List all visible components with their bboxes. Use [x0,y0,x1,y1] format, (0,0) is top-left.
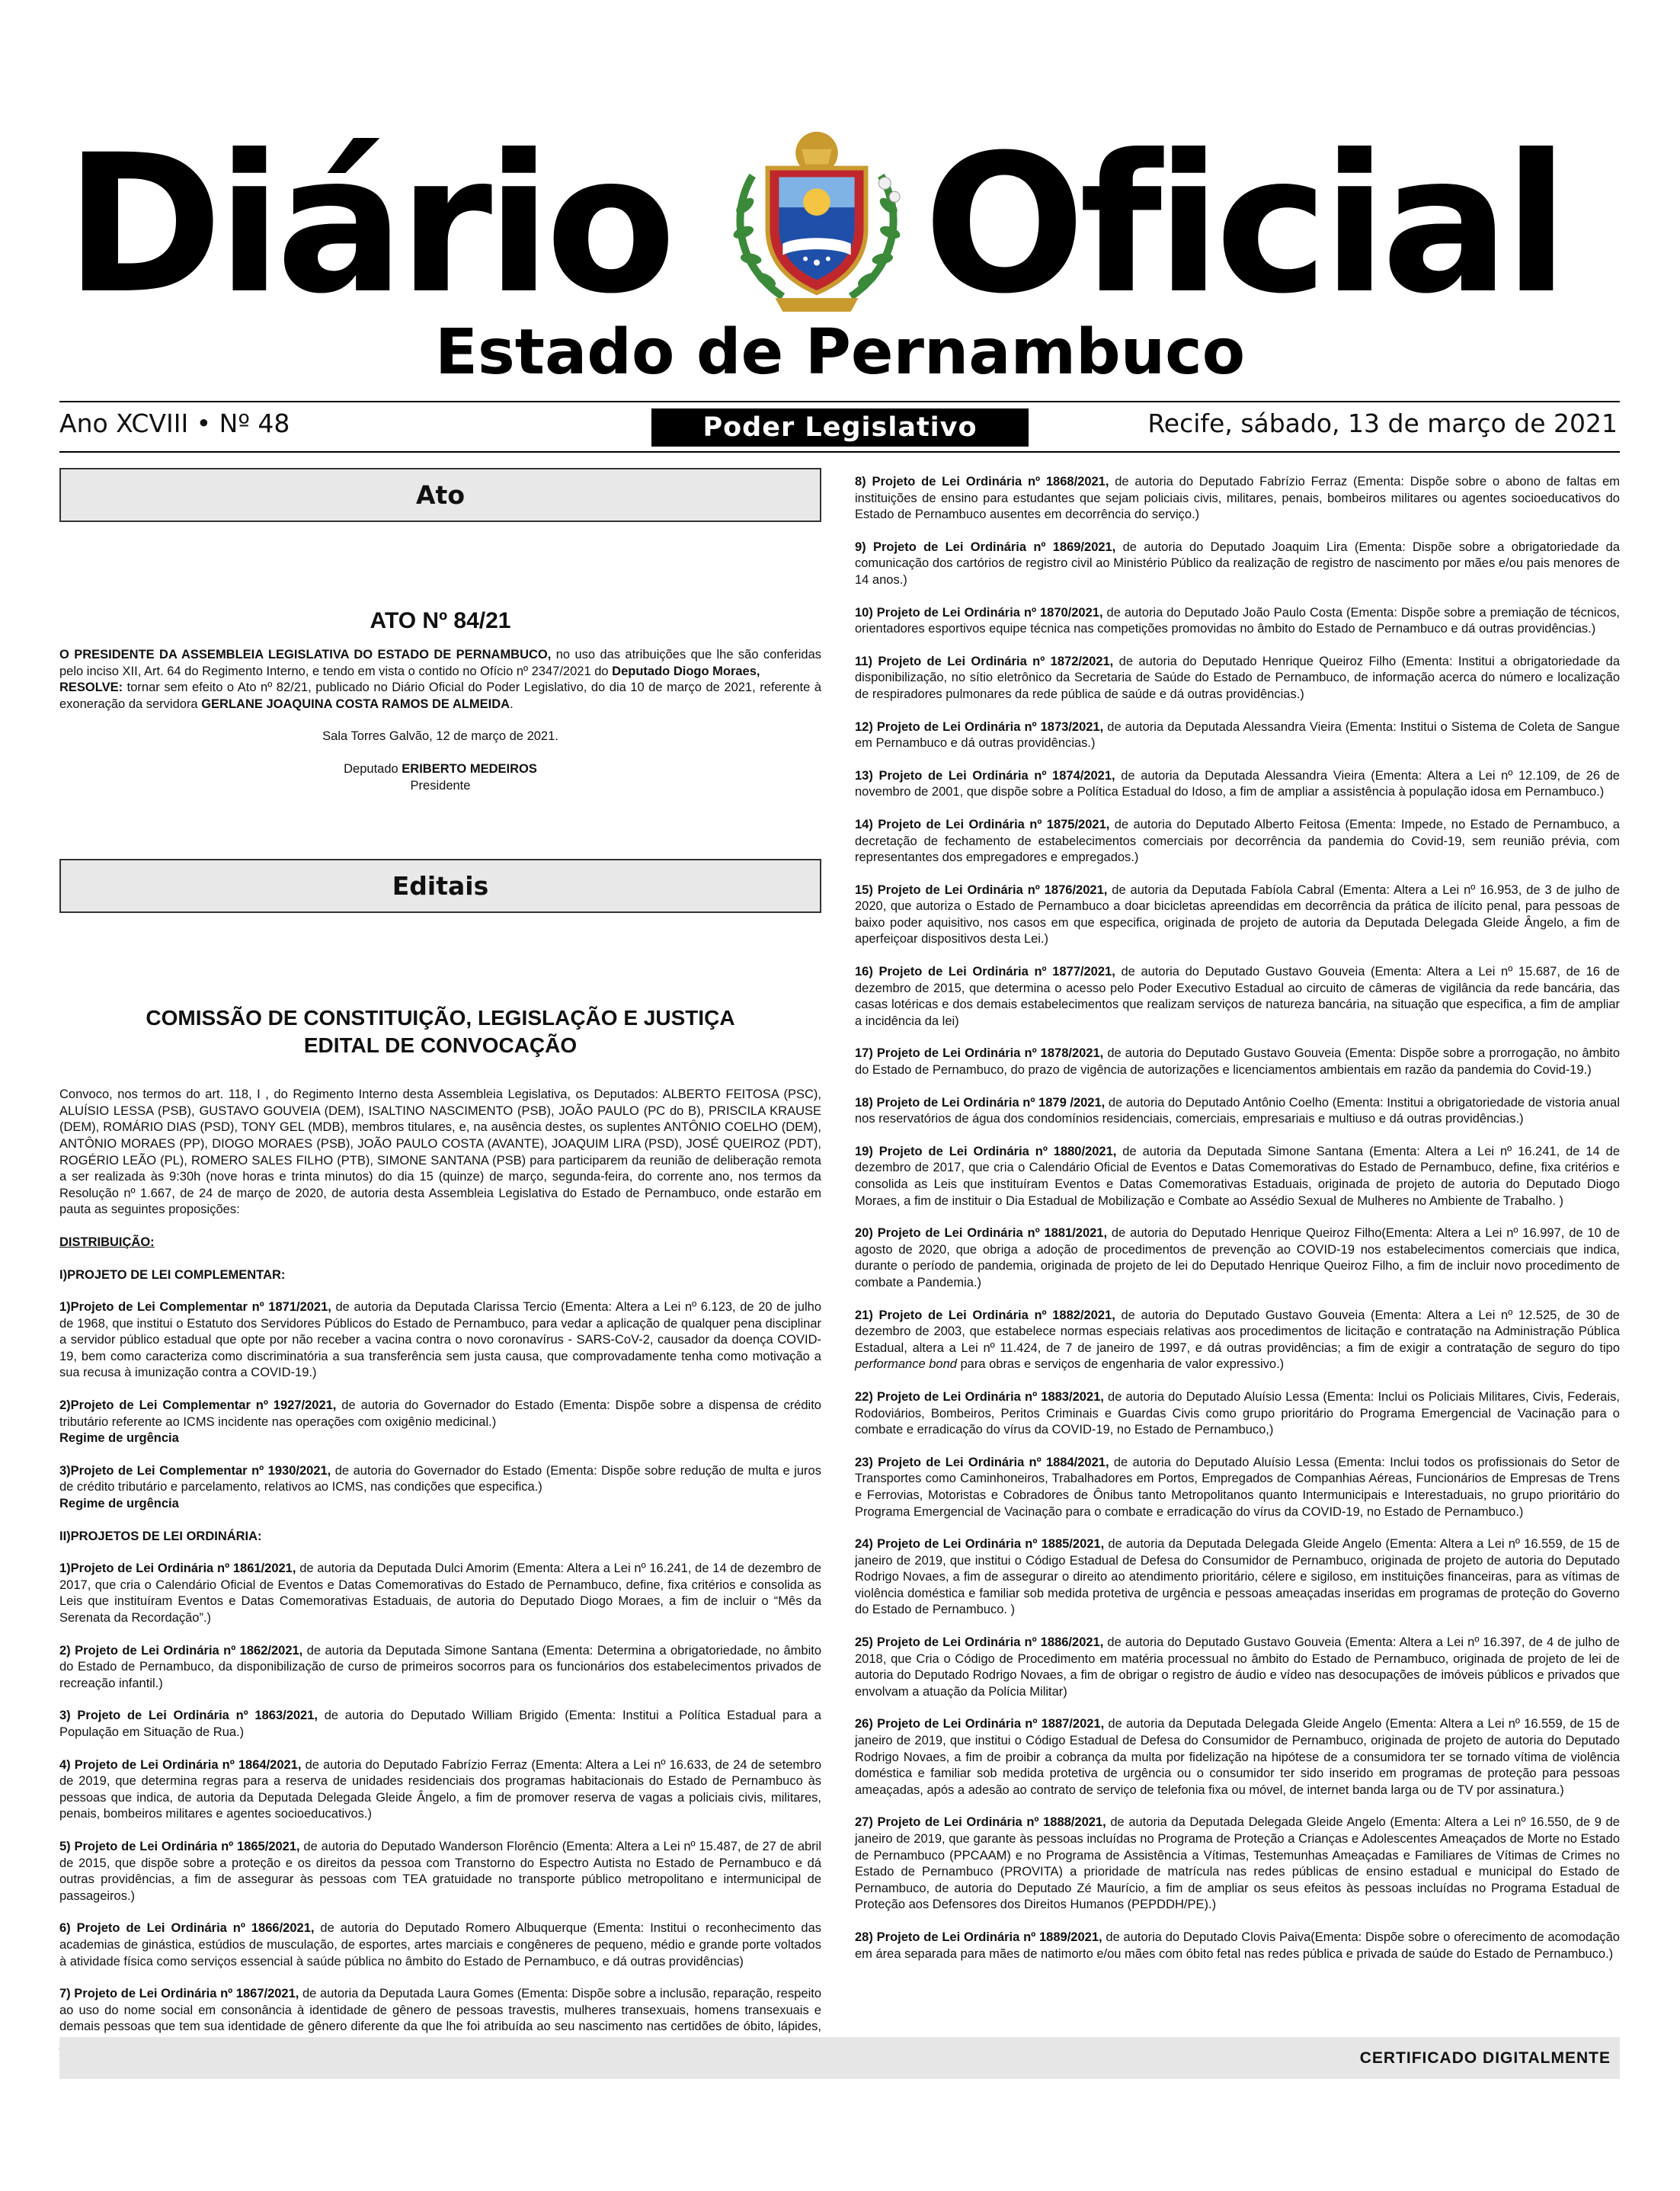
masthead-title-right: Oficial [923,114,1563,335]
list-item: 14) Projeto de Lei Ordinária nº 1875/2021, de autoria do Deputado Alberto Feitosa (Ementa: Impede, no Estado de Pernambuco, a decretação de fechamento de estabelecimentos comerciais por decorrência da pandemia do Covid-19, sem reunião prévia, com representantes dos empregadores e empregados.) [855,817,1620,865]
ato-signature: Deputado ERIBERTO MEDEIROS Presidente [344,761,537,793]
editais-section-box: Editais [59,859,821,913]
list-item: 13) Projeto de Lei Ordinária nº 1874/2021, de autoria da Deputada Alessandra Vieira (Ementa: Altera a Lei nº 12.109, de 26 de novembro de 2001, que dispõe sobre a Política Estadual do Idoso, a fim de ampliar a assistência à população idosa em Pernambuco.) [855,768,1620,799]
list-item: 22) Projeto de Lei Ordinária nº 1883/2021, de autoria do Deputado Aluísio Lessa (Ementa: Inclui os Policiais Militares, Civis, Federais, Rodoviários, Bombeiros, Peritos Criminais e Guardas Civis como grupo prioritário do Programa Emergencial de Vacinação para o combate e erradicação do vírus da COVID-19, no Estado de Pernambuco,) [855,1389,1620,1437]
list-item: 16) Projeto de Lei Ordinária nº 1877/2021, de autoria do Deputado Gustavo Gouveia (Ementa: Altera a Lei nº 15.687, de 16 de dezembro de 2015, que determina o acesso pelo Poder Executivo Estadual ao circuito de câmeras de vigilância da rede bancária, das casas lotéricas e dos demais estabelecimentos que realizam serviços de natureza bancária, na situação que especifica, a fim de ampliar a incidência da lei) [855,965,1620,1028]
list-item: 1)Projeto de Lei Complementar nº 1871/2021, de autoria da Deputada Clarissa Tercio (Ementa: Altera a Lei nº 6.123, de 20 de julho de 1968, que institui o Estatuto dos Servidores Públicos do Estado de Pernambuco, para vedar a aplicação de qualquer pena disciplinar a servidor público estadual que opte por não receber a vacina contra o novo coronavírus - SARS-CoV-2, causador da doença COVID-19, bem como caracteriza como discriminatória a sua transferência sem justa causa, que comprovadamente tenha como motivação a sua recusa à imunização contra a COVID-19.) [59,1300,821,1380]
list-item: 19) Projeto de Lei Ordinária nº 1880/2021, de autoria da Deputada Simone Santana (Ementa: Altera a Lei nº 16.241, de 14 de dezembro de 2017, que cria o Calendário Oficial de Eventos e Datas Comemorativas do Estado de Pernambuco, define, fixa critérios e consolida as Leis que instituíram Eventos e Datas Comemorativas Estaduais, originada de projeto de autoria do Deputado Diogo Moraes, a fim de instituir o Dia Estadual de Mobilização e Combate ao Assédio Sexual de Mulheres no Ambiente de Trabalho. ) [855,1144,1620,1208]
masthead-title-left: Diário [65,114,670,335]
edital-intro: Convoco, nos termos do art. 118, I , do Regimento Interno desta Assembleia Legislativa, os Deputados: ALBERTO FEITOSA (PSC), ALUÍSIO LESSA (PSB), GUSTAVO GOUVEIA (DEM), ISALTINO NASCIMENTO (PSB), JOÃO PAULO (PC do B), PRISCILA KRAUSE (DEM), ROMÁRIO DIAS (PSD), TONY GEL (MDB), membros titulares, e, na ausência destes, os suplentes ANTÔNIO COELHO (DEM), ANTÔNIO MORAES (PP), DIOGO MORAES (PSB), JOÃO PAULO COSTA (AVANTE), JOAQUIM LIRA (PSD), JOSÉ QUEIROZ (PDT), ROGÉRIO LEÃO (PL), ROMERO SALES FILHO (PTB), SIMONE SANTANA (PSB) para participarem da reunião de deliberação remota a ser realizada às 9:30h (nove horas e trinta minutos) do dia 15 (quinze) de março, segunda-feira, do corrente ano, nos termos da Resolução nº 1.667, de 24 de março de 2020, de autoria desta Assembleia Legislativa do Estado de Pernambuco, onde estarão em pauta as seguintes proposições: [59,1087,821,1217]
list-item: 17) Projeto de Lei Ordinária nº 1878/2021, de autoria do Deputado Gustavo Gouveia (Ementa: Dispõe sobre a prorrogação, no âmbito do Estado de Pernambuco, do prazo de vigência de autorizações e licenciamentos ambientais em razão da pandemia do Covid-19.) [855,1046,1620,1078]
list-item: 20) Projeto de Lei Ordinária nº 1881/2021, de autoria do Deputado Henrique Queiroz Filho(Ementa: Altera a Lei nº 16.997, de 10 de agosto de 2020, que obriga a adoção de procedimentos de prevenção ao COVID-19 nos estabelecimentos comerciais que indica, durante o período de pandemia, originada de projeto de lei do Deputado Henrique Queiroz Filho, a fim de incluir novo procedimento de combate a Pandemia.) [855,1226,1620,1289]
list-item: 5) Projeto de Lei Ordinária nº 1865/2021, de autoria do Deputado Wanderson Florêncio (Ementa: Altera a Lei nº 15.487, de 27 de abril de 2015, que dispõe sobre a proteção e os direitos da pessoa com Transtorno do Espectro Autista no Estado de Pernambuco e dá outras providências, a fim de assegurar às pessoas com TEA gratuidade no transporte público metropolitano e intermunicipal de passageiros.) [59,1839,821,1903]
masthead-subtitle: Estado de Pernambuco [434,316,1246,389]
list-item: 2) Projeto de Lei Ordinária nº 1862/2021, de autoria da Deputada Simone Santana (Ementa: Determina a obrigatoriedade, no âmbito do Estado de Pernambuco, da disponibilização de curso de primeiros socorros para os funcionários dos estabelecimentos privados de recreação infantil.) [59,1643,821,1690]
list-item: 24) Projeto de Lei Ordinária nº 1885/2021, de autoria da Deputada Delegada Gleide Angelo (Ementa: Altera a Lei nº 16.559, de 15 de janeiro de 2019, que institui o Código Estadual de Defesa do Consumidor de Pernambuco, originada de projeto de autoria do Deputado Rodrigo Novaes, a fim de assegurar o direito ao atendimento prioritário, célere e sigiloso, em instituições financeiras, para as vítimas de violência doméstica e familiar sob medida protetiva de urgência e pessoas ameaçadas inseridas em programas de proteção do Governo do Estado de Pernambuco. ) [855,1537,1620,1617]
ato-section-box: Ato [59,468,821,522]
edital-title: COMISSÃO DE CONSTITUIÇÃO, LEGISLAÇÃO E JUSTIÇA EDITAL DE CONVOCAÇÃO [146,1006,735,1058]
list-item: 15) Projeto de Lei Ordinária nº 1876/2021, de autoria da Deputada Fabíola Cabral (Ementa: Altera a Lei nº 16.953, de 3 de julho de 2020, que autoriza o Estado de Pernambuco a doar bicicletas apreendidas em decorrência da prática de ilícito penal, para pessoas de baixo poder aquisitivo, nos casos em que especifica, originada de projeto de autoria da Deputada Delegada Gleide Ângelo, a fim de aperfeiçoar dispositivos desta Lei.) [855,882,1620,947]
list-item: 11) Projeto de Lei Ordinária nº 1872/2021, de autoria do Deputado Henrique Queiroz Filho (Ementa: Institui a obrigatoriedade da disponibilização, no sítio eletrônico da Secretaria de Saúde do Estado de Pernambuco, de informação acerca do número e localização de respiradores pulmonares da rede pública de saúde e dá outras providências.) [855,654,1620,701]
list-item: 7) Projeto de Lei Ordinária nº 1867/2021, de autoria da Deputada Laura Gomes (Ementa: Dispõe sobre a inclusão, reparação, respeito ao uso do nome social em consonância à identidade de gênero de pessoas travestis, mulheres transexuais, homens transexuais e demais pessoas que tem sua identidade de gênero diferente da que lhe foi atribuída ao seu nascimento nas certidões de óbito, lápides, [59,1987,821,2034]
lei-complementar-heading: I)PROJETO DE LEI COMPLEMENTAR: [59,1267,286,1282]
list-item: 2)Projeto de Lei Complementar nº 1927/2021, de autoria do Governador do Estado (Ementa: Dispõe sobre a dispensa de crédito tributário referente ao ICMS incidente nas operações com oxigênio medicinal.) Regime de urgência [59,1398,821,1446]
place-date: Recife, sábado, 13 de março de 2021 [1147,408,1618,438]
masthead [0,114,1680,335]
list-item: 10) Projeto de Lei Ordinária nº 1870/2021, de autoria do Deputado João Paulo Costa (Ementa: Dispõe sobre a premiação de técnicos, orientadores esportivos equipe técnica nas competições promovidas no âmbito do Estado de Pernambuco e dá outras providências.) [855,605,1620,636]
ato-body: O PRESIDENTE DA ASSEMBLEIA LEGISLATIVA DO ESTADO DE PERNAMBUCO, no uso das atribuições que lhe são conferidas pelo inciso XII, Art. 64 do Regimento Interno, e tendo em vista o contido no Ofício nº 2347/2021 do Deputado Diogo Moraes, RESOLVE: tornar sem efeito o Ato nº 82/21, publicado no Diário Oficial do Poder Legislativo, do dia 10 de março de 2021, referente à exoneração da servidora GERLANE JOAQUINA COSTA RAMOS DE ALMEIDA. [59,648,821,711]
right-column [855,474,1620,1978]
list-item: 4) Projeto de Lei Ordinária nº 1864/2021, de autoria do Deputado Fabrízio Ferraz (Ementa: Altera a Lei nº 16.633, de 24 de setembro de 2019, que determina regras para a reserva de unidades residenciais dos programas habitacionais do Estado de Pernambuco às pessoas que indica, de autoria da Deputada Delegada Gleide Ângelo, a fim de promover reserva de vagas a policiais civis, militares, penais, bombeiros militares e agentes socioeducativos.) [59,1757,821,1821]
section-label: Poder Legislativo [651,408,1029,447]
ato-place-date: Sala Torres Galvão, 12 de março de 2021. [322,729,558,744]
issue-number: Ano XCVIII • Nº 48 [59,408,290,438]
certified-label: CERTIFICADO DIGITALMENTE [1359,2049,1611,2067]
footer-bar [59,2037,1620,2079]
list-item: 28) Projeto de Lei Ordinária nº 1889/2021, de autoria do Deputado Clovis Paiva(Ementa: Dispõe sobre o oferecimento de acomodação em área separada para mães de natimorto e/ou mães com óbito fetal nas redes pública e privada de saúde do Estado de Pernambuco.) [855,1930,1620,1961]
list-item: 8) Projeto de Lei Ordinária nº 1868/2021, de autoria do Deputado Fabrízio Ferraz (Ementa: Dispõe sobre o abono de faltas em instituições de ensino para estudantes que sejam policiais civis, militares, penais, bombeiros militares ou agentes socioeducativos do Estado de Pernambuco ausentes em decorrência do serviço.) [855,475,1620,522]
header-rule-bottom [59,451,1620,453]
list-item: 25) Projeto de Lei Ordinária nº 1886/2021, de autoria do Deputado Gustavo Gouveia (Ementa: Altera a Lei nº 16.397, de 4 de julho de 2018, que Cria o Código de Procedimento em matéria processual no âmbito do Estado de Pernambuco, originada de projeto de lei de autoria do Deputado Rodrigo Novaes, a fim de obrigar o registro de áudio e vídeo nas desocupações de imóveis públicos e privados que envolvam a atuação da Polícia Militar) [855,1635,1620,1699]
list-item: 12) Projeto de Lei Ordinária nº 1873/2021, de autoria da Deputada Alessandra Vieira (Ementa: Institui o Sistema de Coleta de Sangue em Pernambuco e dá outras providências.) [855,719,1620,751]
list-item: 6) Projeto de Lei Ordinária nº 1866/2021, de autoria do Deputado Romero Albuquerque (Ementa: Institui o reconhecimento das academias de ginástica, estúdios de musculação, de esportes, artes marciais e congêneres de pequeno, médio e grande porte voltados à atividade física como serviços essencial à saúde pública no âmbito do Estado de Pernambuco, e dá outras providências) [59,1921,822,1968]
list-item: 27) Projeto de Lei Ordinária nº 1888/2021, de autoria da Deputada Delegada Gleide Angelo (Ementa: Altera a Lei nº 16.550, de 9 de janeiro de 2019, que garante às pessoas incluídas no Programa de Proteção a Crianças e Adolescentes Ameaçados de Morte no Estado de Pernambuco (PPCAAM) e no Programa de Assistência a Vítimas, Testemunhas Ameaçadas e Familiares de Vítimas de Crimes no Estado de Pernambuco (PROVITA) a prioridade de matrícula nas redes públicas de ensino estadual e municipal do Estado de Pernambuco, de autoria do Deputado Zé Maurício, a fim de ampliar os seus efeitos às pessoas incluídas no Programa Estadual de Proteção aos Defensores dos Direitos Humanos (PEPDDH/PE).) [855,1815,1620,1912]
list-item: 26) Projeto de Lei Ordinária nº 1887/2021, de autoria da Deputada Delegada Gleide Angelo (Ementa: Altera a Lei nº 16.559, de 15 de janeiro de 2019, que institui o Código Estadual de Defesa do Consumidor de Pernambuco, originada de projeto de autoria do Deputado Rodrigo Novaes, a fim de proibir a cobrança da multa por fidelização na hipótese de a consumidora ter se tornado vítima de violência doméstica e familiar sob medida protetiva de urgência ou o consumidor ter sido inserido em programas de proteção para pessoas ameaçadas, após a adesão ao contrato de serviço de telefonia fixa ou móvel, de internet banda larga ou de TV por assinatura.) [855,1717,1620,1797]
list-item: 23) Projeto de Lei Ordinária nº 1884/2021, de autoria do Deputado Aluísio Lessa (Ementa: Inclui todos os profissionais do Setor de Transportes como Caminhoneiros, Trabalhadores em Portos, Empregados de Companhias Aéreas, Funcionários de Empresas de Trens e Ferrovias, Motoristas e Cobradores de Ônibus tanto Metropolitanos quanto Intermunicipais e Interestaduais, no grupo prioritário do Programa Emergencial de Vacinação para o combate e erradicação do vírus da COVID-19, no Estado de Pernambuco.) [855,1455,1620,1519]
list-item: 3)Projeto de Lei Complementar nº 1930/2021, de autoria do Governador do Estado (Ementa: Dispõe sobre redução de multa e juros de crédito tributário e parcelamento, relativos ao ICMS, nas condições que especifica.) Regime de urgência [59,1463,821,1511]
list-item: 9) Projeto de Lei Ordinária nº 1869/2021, de autoria do Deputado Joaquim Lira (Ementa: Dispõe sobre a obrigatoriedade da comunicação dos cartórios de registro civil ao Ministério Público da realização de registro de nascimento por mães e/ou pais menores de 14 anos.) [855,540,1620,587]
header-rule-top [59,401,1620,402]
pernambuco-coat-of-arms-icon [722,122,911,317]
list-item: 18) Projeto de Lei Ordinária nº 1879 /2021, de autoria do Deputado Antônio Coelho (Ementa: Institui a obrigatoriedade de vistoria anual nos reservatórios de água dos condomínios residenciais, comerciais, empresariais e multiuso e dá outras providências.) [855,1095,1620,1126]
list-item: 21) Projeto de Lei Ordinária nº 1882/2021, de autoria do Deputado Gustavo Gouveia (Ementa: Altera a Lei nº 12.525, de 30 de dezembro de 2003, que estabelece normas especiais relativas aos procedimentos de licitação e contratação na Administração Pública Estadual, altera a Lei nº 11.424, de 7 de janeiro de 1997, e dá outras providências; a fim de exigir a contratação de seguro do tipo performance bond para obras e serviços de engenharia de valor expressivo.) [855,1308,1620,1372]
distribuicao-heading: DISTRIBUIÇÃO: [59,1235,155,1249]
lei-ordinaria-heading: II)PROJETOS DE LEI ORDINÁRIA: [59,1529,262,1543]
ato-title: ATO Nº 84/21 [370,608,511,633]
list-item: 1)Projeto de Lei Ordinária nº 1861/2021, de autoria da Deputada Dulci Amorim (Ementa: Altera a Lei nº 16.241, de 14 de dezembro de 2017, que cria o Calendário Oficial de Eventos e Datas Comemorativas do Estado de Pernambuco, define, fixa critérios e consolida as Leis que instituíram Eventos e Datas Comemorativas Estaduais, de autoria do Deputado Diogo Moraes, a fim de incluir o “Mês da Serenata da Recordação”.) [59,1562,821,1625]
list-item: 3) Projeto de Lei Ordinária nº 1863/2021, de autoria do Deputado William Brigido (Ementa: Institui a Política Estadual para a População em Situação de Rua.) [59,1709,821,1739]
left-column [59,468,821,2068]
